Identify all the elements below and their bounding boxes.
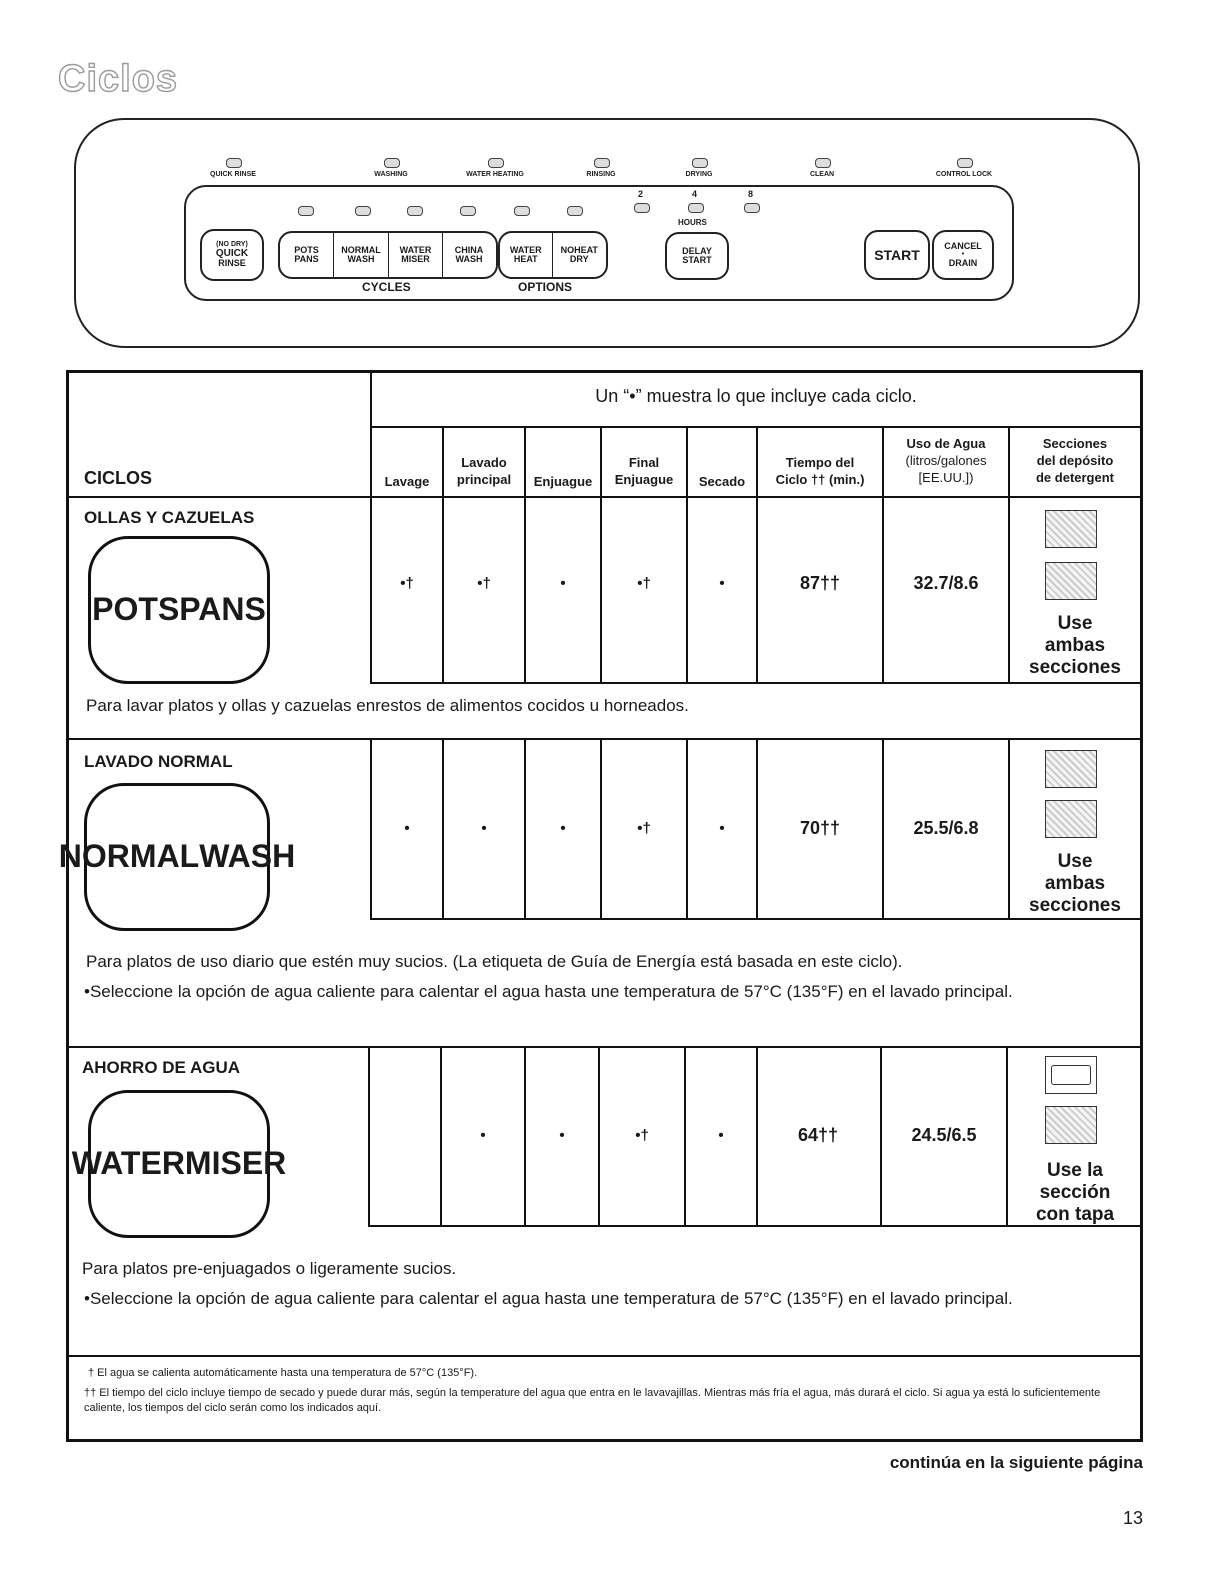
pots-pans-line-1: POTS xyxy=(294,244,319,255)
control-lock-light xyxy=(957,158,973,168)
col-final-line-1: Final xyxy=(628,455,660,470)
col-header-lavado-principal xyxy=(444,455,524,489)
grid-v-4-bot xyxy=(598,1046,600,1225)
col-secciones-line-3: de detergent xyxy=(1035,469,1114,485)
row-3-bullet: •Seleccione la opción de agua caliente para calentar el agua hasta une temperatura de 57°C (135°F) en el lavado principal. xyxy=(84,1289,1013,1308)
grid-v-6-mid xyxy=(756,738,758,918)
row-3-time: 64†† xyxy=(797,1125,839,1145)
col-lavage-line-1: Lavage xyxy=(384,474,430,489)
start-button[interactable]: START xyxy=(864,230,930,280)
quick-rinse-line-2: QUICK xyxy=(215,247,249,259)
grid-v-2-top xyxy=(442,426,444,682)
clean-indicator-label: CLEAN xyxy=(809,171,835,178)
cancel-drain-line-1: CANCEL xyxy=(944,240,982,251)
row-2-description: Para platos de uso diario que estén muy sucios. (La etiqueta de Guía de Energía está basada en este ciclo). xyxy=(86,952,903,971)
row-1-detergent-main-icon xyxy=(1045,510,1097,548)
rinsing-indicator-label: RINSING xyxy=(586,171,616,178)
row-1-enjuague-mark: • xyxy=(560,575,566,592)
water-heat-line-2: HEAT xyxy=(513,254,538,264)
col-secado-line-1: Secado xyxy=(698,474,746,489)
grid-v-5-mid xyxy=(686,738,688,918)
row-1-water: 32.7/8.6 xyxy=(913,573,979,593)
col-header-secciones xyxy=(1010,436,1140,487)
pots-pans-cycle-button xyxy=(88,536,270,684)
water-miser-line-2: MISER xyxy=(401,254,430,264)
row-1-secado-mark: • xyxy=(719,575,725,592)
page-number: 13 xyxy=(1122,1508,1143,1528)
water-heating-light xyxy=(488,158,504,168)
grid-v-8-top xyxy=(1008,426,1010,682)
grid-v-1-top xyxy=(370,426,372,682)
col-agua-line-2: (litros/galones xyxy=(905,452,987,468)
row-1-det-line-1: Use xyxy=(1057,613,1093,634)
normal-wash-cycle-button xyxy=(58,783,296,931)
hours-4-label: 4 xyxy=(692,189,698,199)
grid-v-1-mid xyxy=(370,738,372,918)
water-miser-cycle-button xyxy=(71,1090,287,1238)
row-1-title: OLLAS Y CAZUELAS xyxy=(84,508,255,527)
grid-v-3-bot xyxy=(524,1046,526,1225)
china-wash-light xyxy=(460,206,476,216)
row-1-grid-bottom xyxy=(370,682,1141,684)
water-miser-button[interactable] xyxy=(388,233,442,277)
row-3-detergent-text xyxy=(1010,1160,1140,1226)
grid-v-3-top xyxy=(524,426,526,682)
row-3-lavado-mark: • xyxy=(480,1127,486,1144)
washing-light xyxy=(384,158,400,168)
footnote-separator xyxy=(68,1355,1141,1357)
cycles-button-group xyxy=(278,231,498,279)
row-1-lavado-mark: •† xyxy=(477,575,491,592)
grid-v-7-top xyxy=(882,426,884,682)
water-miser-cycle-line-2: MISER xyxy=(184,1145,287,1182)
header-bottom-line xyxy=(68,496,1141,498)
col-enjuague-line-1: Enjuague xyxy=(533,474,593,489)
noheat-dry-light xyxy=(567,206,583,216)
row-2-det-line-3: secciones xyxy=(1029,894,1121,916)
page-title: Ciclos xyxy=(58,58,179,100)
quick-rinse-line-1: (NO DRY) xyxy=(216,241,248,249)
hours-8-light xyxy=(744,203,760,213)
col-tiempo-line-1: Tiempo del xyxy=(785,455,855,470)
row-2-final-mark: •† xyxy=(637,820,651,837)
row-3-det-line-1: Use la xyxy=(1047,1160,1103,1181)
china-wash-button[interactable] xyxy=(442,233,495,277)
row-2-time: 70†† xyxy=(799,818,841,838)
row-3-water: 24.5/6.5 xyxy=(911,1125,977,1145)
grid-v-3-mid xyxy=(524,738,526,918)
grid-v-8-mid xyxy=(1008,738,1010,918)
row-3-grid-bottom xyxy=(368,1225,1141,1227)
row-1-final-mark: •† xyxy=(637,575,651,592)
grid-v-2-mid xyxy=(442,738,444,918)
water-miser-light xyxy=(407,206,423,216)
drying-indicator-label: DRYING xyxy=(685,171,713,178)
row-1-detergent-text xyxy=(1010,613,1140,679)
options-button-group xyxy=(498,231,608,279)
row-2-grid-bottom xyxy=(370,918,1141,920)
row-1-lavage-mark: •† xyxy=(400,575,414,592)
hours-label: HOURS xyxy=(678,218,707,227)
pots-pans-button[interactable] xyxy=(280,233,333,277)
row-2-detergent-prewash-icon xyxy=(1045,800,1097,838)
hours-2-label: 2 xyxy=(638,189,644,199)
row-1-detergent-prewash-icon xyxy=(1045,562,1097,600)
ciclos-header: CICLOS xyxy=(84,468,153,488)
row-2-det-line-2: ambas xyxy=(1044,872,1106,894)
col-header-enjuague xyxy=(526,474,600,491)
cancel-drain-button[interactable] xyxy=(932,230,994,280)
grid-v-6-bot xyxy=(756,1046,758,1225)
row-2-lavado-mark: • xyxy=(481,820,487,837)
row-2-bullet: •Seleccione la opción de agua caliente para calentar el agua hasta une temperatura de 57°C (135°F) en el lavado principal. xyxy=(84,982,1013,1001)
row-1-description: Para lavar platos y ollas y cazuelas enrestos de alimentos cocidos u horneados. xyxy=(86,696,689,715)
quick-rinse-button[interactable] xyxy=(200,229,264,281)
col-header-lavage xyxy=(372,474,442,491)
row-1-separator xyxy=(68,738,1141,740)
row-3-detergent-main-icon xyxy=(1045,1106,1097,1144)
grid-v-5-top xyxy=(686,426,688,682)
row-1-det-line-3: secciones xyxy=(1029,656,1121,678)
col-header-secado xyxy=(688,474,756,491)
grid-v-7-mid xyxy=(882,738,884,918)
water-miser-cycle-line-1: WATER xyxy=(71,1145,185,1182)
grid-v-1-bot xyxy=(368,1046,370,1225)
pots-pans-cycle-line-2: PANS xyxy=(179,591,266,628)
pots-pans-light xyxy=(298,206,314,216)
grid-v-5-bot xyxy=(684,1046,686,1225)
row-3-enjuague-mark: • xyxy=(559,1127,565,1144)
row-2-lavage-mark: • xyxy=(404,820,410,837)
quick-rinse-light xyxy=(226,158,242,168)
row-2-enjuague-mark: • xyxy=(560,820,566,837)
grid-v-4-top xyxy=(600,426,602,682)
row-2-title: LAVADO NORMAL xyxy=(84,752,233,771)
row-2-det-line-1: Use xyxy=(1057,851,1093,872)
hours-4-light xyxy=(688,203,704,213)
normal-wash-cycle-line-1: NORMAL xyxy=(58,838,200,875)
rinsing-light xyxy=(594,158,610,168)
col-agua-line-1: Uso de Agua xyxy=(906,436,986,451)
row-2-secado-mark: • xyxy=(719,820,725,837)
control-lock-indicator-label: CONTROL LOCK xyxy=(935,171,993,178)
normal-wash-line-2: WASH xyxy=(347,254,375,264)
water-heat-button[interactable] xyxy=(500,233,552,277)
normal-wash-line-1: NORMAL xyxy=(341,244,381,255)
washing-indicator-label: WASHING xyxy=(374,171,408,178)
delay-start-button[interactable] xyxy=(665,232,729,280)
col-agua-line-3: [EE.UU.]) xyxy=(918,469,974,485)
quick-rinse-indicator-label: QUICK RINSE xyxy=(210,171,256,178)
row-2-detergent-main-icon xyxy=(1045,750,1097,788)
row-3-description: Para platos pre-enjuagados o ligeramente sucios. xyxy=(82,1259,457,1278)
water-heat-line-1: WATER xyxy=(509,244,542,255)
row-2-detergent-text xyxy=(1010,851,1140,917)
cancel-drain-line-3: DRAIN xyxy=(948,257,978,268)
col-lavado-line-2: principal xyxy=(456,471,512,487)
delay-start-line-1: DELAY xyxy=(682,245,712,256)
table-caption: Un “•” muestra lo que incluye cada ciclo. xyxy=(595,386,917,406)
col-tiempo-line-2: Ciclo †† (min.) xyxy=(775,471,865,487)
col-header-tiempo xyxy=(758,455,882,489)
clean-light xyxy=(815,158,831,168)
noheat-dry-button[interactable] xyxy=(552,233,606,277)
row-3-det-line-2: sección xyxy=(1039,1181,1111,1203)
col-header-final-enjuague xyxy=(602,455,686,489)
pots-pans-line-2: PANS xyxy=(294,254,319,264)
cycles-label: CYCLES xyxy=(362,280,411,294)
col-header-uso-agua xyxy=(884,436,1008,487)
footnote-2: †† El tiempo del ciclo incluye tiempo de secado y puede durar más, según la temperature del agua que entra en le lavavajillas. Mientras más fría el agua, más durará el ciclo. Si agua ya está lo suficientemente caliente, los tiempos del ciclo serán como los indicados aquí. xyxy=(84,1387,1101,1415)
continue-note: continúa en la siguiente página xyxy=(889,1453,1143,1472)
grid-v-4-mid xyxy=(600,738,602,918)
row-1-det-line-2: ambas xyxy=(1044,634,1106,656)
normal-wash-cycle-line-2: WASH xyxy=(199,838,296,875)
row-2-water: 25.5/6.8 xyxy=(913,818,979,838)
grid-v-6-top xyxy=(756,426,758,682)
china-wash-line-1: CHINA xyxy=(454,244,484,255)
row-2-separator xyxy=(68,1046,1141,1048)
drying-light xyxy=(692,158,708,168)
row-3-title: AHORRO DE AGUA xyxy=(82,1058,241,1077)
col-lavado-line-1: Lavado xyxy=(461,455,507,470)
row-3-secado-mark: • xyxy=(718,1127,724,1144)
col-final-line-2: Enjuague xyxy=(614,471,674,487)
col-secciones-line-2: del depósito xyxy=(1036,452,1114,468)
row-3-detergent-lid-icon xyxy=(1045,1056,1097,1094)
normal-wash-light xyxy=(355,206,371,216)
hours-2-light xyxy=(634,203,650,213)
options-label: OPTIONS xyxy=(518,280,573,294)
grid-v-7-bot xyxy=(880,1046,882,1225)
water-heating-indicator-label: WATER HEATING xyxy=(466,171,524,178)
hours-8-label: 8 xyxy=(748,189,754,199)
delay-start-line-2: START xyxy=(682,255,712,265)
footnote-1: † El agua se calienta automáticamente hasta una temperatura de 57°C (135°F). xyxy=(88,1367,478,1379)
row-3-final-mark: •† xyxy=(635,1127,649,1144)
row-1-time: 87†† xyxy=(799,573,841,593)
china-wash-line-2: WASH xyxy=(455,254,483,264)
col-secciones-line-1: Secciones xyxy=(1042,436,1108,451)
row-3-det-line-3: con tapa xyxy=(1035,1203,1115,1225)
water-miser-line-1: WATER xyxy=(399,244,432,255)
normal-wash-button[interactable] xyxy=(333,233,388,277)
cancel-drain-line-2: • xyxy=(961,251,965,259)
grid-v-8-bot xyxy=(1006,1046,1008,1225)
pots-pans-cycle-line-1: POTS xyxy=(92,591,180,628)
grid-v-2-bot xyxy=(440,1046,442,1225)
noheat-dry-line-2: DRY xyxy=(569,254,589,264)
noheat-dry-line-1: NOHEAT xyxy=(560,244,598,255)
quick-rinse-line-3: RINSE xyxy=(218,258,246,269)
water-heat-light xyxy=(514,206,530,216)
